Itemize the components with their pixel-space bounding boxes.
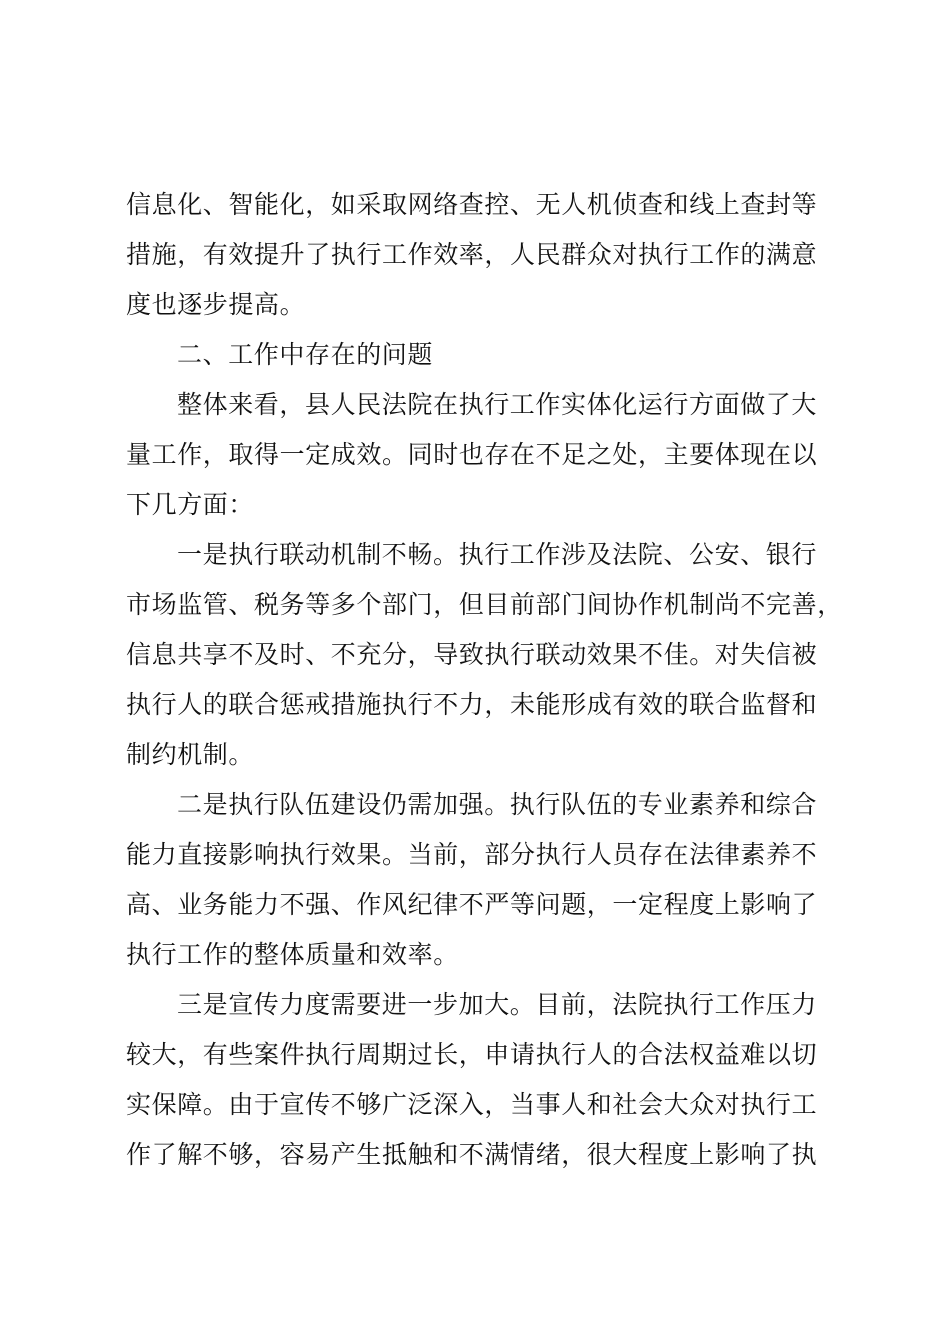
text-line: 整体来看，县人民法院在执行工作实体化运行方面做了大 xyxy=(177,390,818,419)
text-line: 较大，有些案件执行周期过长，申请执行人的合法权益难以切 xyxy=(126,1040,818,1069)
text-line: 作了解不够，容易产生抵触和不满情绪，很大程度上影响了执 xyxy=(126,1140,818,1169)
text-line: 能力直接影响执行效果。当前，部分执行人员存在法律素养不 xyxy=(126,840,818,869)
section-heading xyxy=(126,330,831,380)
problem-2-paragraph xyxy=(126,780,831,980)
text-line: 信息共享不及时、不充分，导致执行联动效果不佳。对失信被 xyxy=(126,640,818,669)
section-heading-text: 二、工作中存在的问题 xyxy=(177,340,434,369)
text-line: 执行工作的整体质量和效率。 xyxy=(126,940,459,969)
overview-paragraph xyxy=(126,380,831,530)
text-line: 高、业务能力不强、作风纪律不严等问题，一定程度上影响了 xyxy=(126,890,818,919)
continuation-paragraph xyxy=(126,180,831,330)
text-line: 三是宣传力度需要进一步加大。目前，法院执行工作压力 xyxy=(177,990,818,1019)
text-line: 执行人的联合惩戒措施执行不力，未能形成有效的联合监督和 xyxy=(126,690,818,719)
text-line: 量工作，取得一定成效。同时也存在不足之处，主要体现在以 xyxy=(126,440,818,469)
text-line: 度也逐步提高。 xyxy=(126,290,306,319)
text-line: 信息化、智能化，如采取网络查控、无人机侦查和线上查封等 xyxy=(126,190,818,219)
text-line: 下几方面： xyxy=(126,490,255,519)
text-line: 措施，有效提升了执行工作效率，人民群众对执行工作的满意 xyxy=(126,240,818,269)
problem-1-paragraph xyxy=(126,530,843,780)
document-body xyxy=(126,180,843,1180)
text-line: 市场监管、税务等多个部门，但目前部门间协作机制尚不完善， xyxy=(126,590,843,619)
text-line: 一是执行联动机制不畅。执行工作涉及法院、公安、银行 xyxy=(177,540,818,569)
text-line: 制约机制。 xyxy=(126,740,255,769)
problem-3-paragraph xyxy=(126,980,831,1180)
text-line: 实保障。由于宣传不够广泛深入，当事人和社会大众对执行工 xyxy=(126,1090,818,1119)
text-line: 二是执行队伍建设仍需加强。执行队伍的专业素养和综合 xyxy=(177,790,818,819)
